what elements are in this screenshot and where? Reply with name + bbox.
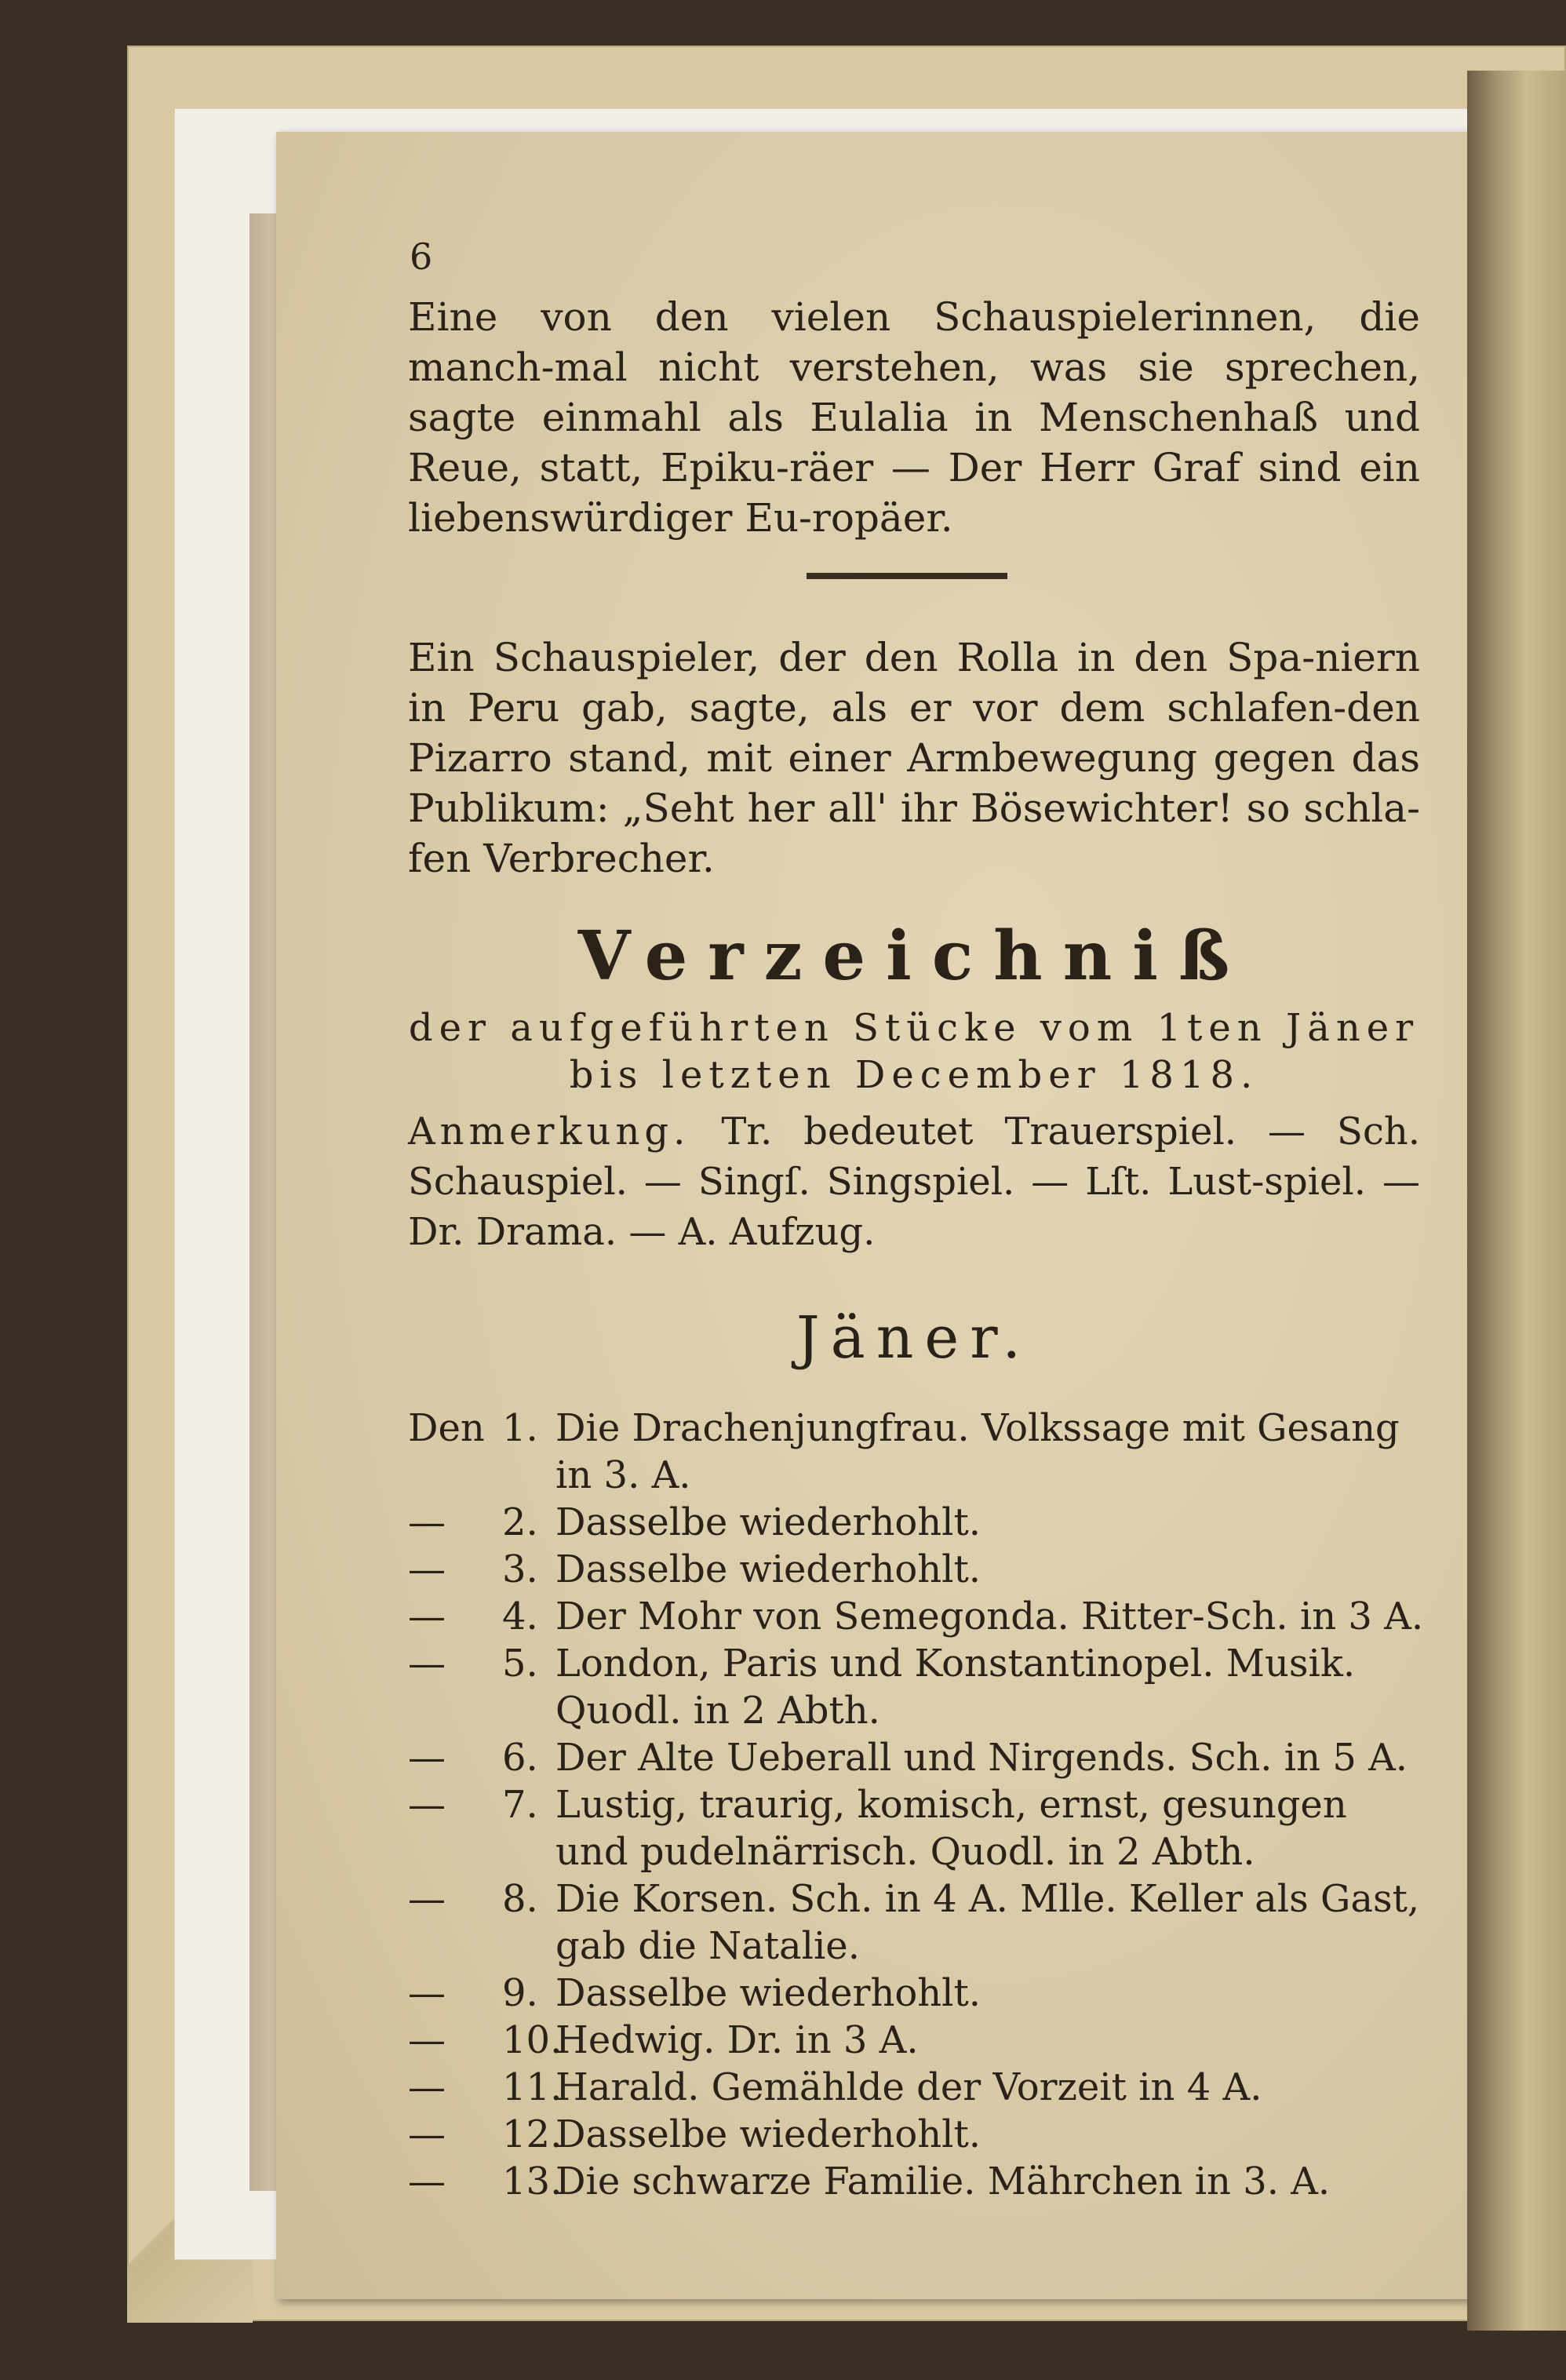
entry-number: 5. [502,1642,538,1686]
entry-day: — [408,1877,446,1921]
section-subtitle-line-2: bis letzten December 1818. [569,1053,1259,1097]
entry-text: Dasselbe wiederhohlt. [555,1971,981,2015]
section-title: Verzeichniß [577,917,1251,996]
entry-number: 3. [502,1547,538,1591]
list-item [408,1781,1428,1875]
entry-day: — [408,1736,446,1780]
entry-text: Lustig, traurig, komisch, ernst, gesungen und pudelnärrisch. Quodl. in 2 Abth. [555,1783,1347,1874]
entry-number: 7. [502,1783,538,1827]
entry-text: Dasselbe wiederhohlt. [555,1500,981,1544]
entry-number: 12. [502,2112,563,2156]
entry-text: Dasselbe wiederhohlt. [555,1547,981,1591]
section-divider [807,573,1007,579]
performance-list [408,1405,1428,2205]
entry-number: 9. [502,1971,538,2015]
book-gutter [1467,71,1566,2331]
entry-text: Die Drachenjungfrau. Volkssage mit Gesang in 3. A. [555,1406,1400,1497]
entry-number: 6. [502,1736,538,1780]
entry-number: 4. [502,1595,538,1638]
list-item [408,2111,1428,2158]
abbreviation-note [408,1106,1420,1257]
list-item [408,1546,1428,1593]
entry-number: 2. [502,1500,538,1544]
list-item [408,1734,1428,1781]
list-item [408,2017,1428,2064]
entry-text: Die schwarze Familie. Mährchen in 3. A. [555,2159,1331,2203]
anecdote-paragraph-1: Eine von den vielen Schauspielerinnen, die manch-mal nicht verstehen, was sie sprechen, sagte einmahl als Eulalia in Menschenhaß und Reue, statt, Epiku-räer — Der Herr Graf sind ein liebenswürdiger Eu-ropäer. [408,294,1420,541]
entry-day: — [408,2159,446,2203]
entry-day: — [408,1783,446,1827]
page-number: 6 [410,235,433,278]
entry-day: — [408,2065,446,2109]
entry-day: — [408,1595,446,1638]
note-lead: Anmerkung. [408,1110,690,1154]
entry-number: 10. [502,2018,563,2062]
section-subtitle-line-1: der aufgeführten Stücke vom 1ten Jäner [408,1006,1420,1050]
list-item [408,1593,1428,1640]
entry-day: — [408,1642,446,1686]
entry-text: Harald. Gemählde der Vorzeit in 4 A. [555,2065,1262,2109]
entry-number: 13. [502,2159,563,2203]
note-text: Tr. bedeutet Trauerspiel. — Sch. Schauspiel. — Singſ. Singspiel. — Lſt. Lust-spiel. — Dr. Drama. — A. Aufzug. [408,1110,1420,1254]
entry-text: London, Paris und Konstantinopel. Musik. Quodl. in 2 Abth. [555,1642,1356,1733]
list-item [408,2064,1428,2111]
entry-text: Der Alte Ueberall und Nirgends. Sch. in 5 A. [555,1736,1408,1780]
entry-text: Die Korsen. Sch. in 4 A. Mlle. Keller als Gast, gab die Natalie. [555,1877,1420,1968]
list-item [408,2158,1428,2205]
entry-number: 8. [502,1877,538,1921]
entry-day: — [408,1500,446,1544]
month-heading: Jäner. [796,1304,1032,1372]
list-item [408,1405,1428,1499]
entry-number: 11. [502,2065,563,2109]
entry-day: — [408,1547,446,1591]
anecdote-paragraph-2: Ein Schauspieler, der den Rolla in den Spa-niern in Peru gab, sagte, als er vor dem schlafen-den Pizarro stand, mit einer Armbewegung gegen das Publikum: „Seht her all' ihr Bösewichter! so schla-fen Verbrecher. [408,635,1420,881]
entry-day: — [408,1971,446,2015]
entry-day: Den [408,1406,485,1450]
list-item [408,1640,1428,1734]
entry-text: Hedwig. Dr. in 3 A. [555,2018,919,2062]
entry-text: Der Mohr von Semegonda. Ritter-Sch. in 3 A. [555,1595,1424,1638]
list-item [408,1875,1428,1970]
entry-text: Dasselbe wiederhohlt. [555,2112,981,2156]
entry-day: — [408,2018,446,2062]
list-item [408,1970,1428,2017]
entry-number: 1. [502,1406,538,1450]
entry-day: — [408,2112,446,2156]
list-item [408,1499,1428,1546]
